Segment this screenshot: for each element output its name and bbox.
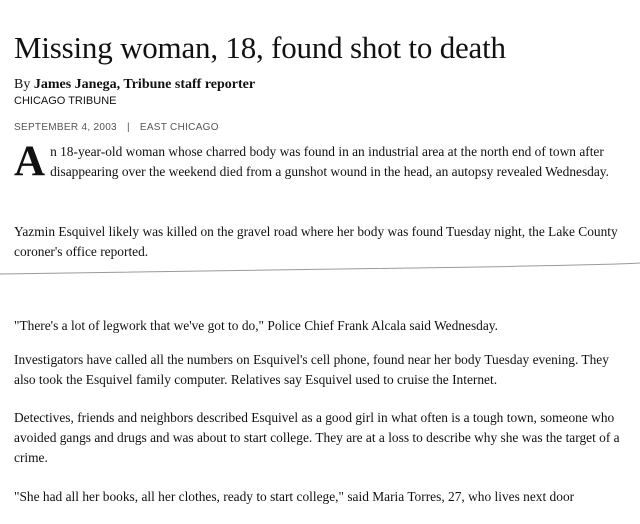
- article-paragraph-4: Investigators have called all the numbers on Esquivel's cell phone, found near her body Tuesday evening. They also took the Esquivel family computer. Relatives say Esquivel used to cruise the Internet.: [14, 352, 609, 387]
- drop-cap: A: [14, 138, 46, 185]
- article-headline: Missing woman, 18, found shot to death: [14, 30, 506, 65]
- article-paragraph-6: "She had all her books, all her clothes, ready to start college," said Maria Torres, 27, who lives next door: [14, 489, 575, 504]
- author-name: James Janega, Tribune staff reporter: [33, 77, 256, 92]
- publication-name: CHICAGO TRIBUNE: [14, 95, 117, 107]
- paragraph-text: n 18-year-old woman whose charred body was found in an industrial area at the north end of town after disappearing over the weekend died from a gunshot wound in the head, an autopsy revealed Wednesday.: [50, 144, 609, 179]
- article-paragraph-3: "There's a lot of legwork that we've got to do," Police Chief Frank Alcala said Wednesday.: [14, 318, 498, 333]
- byline-prefix: By: [14, 77, 31, 92]
- dateline-separator: |: [126, 122, 130, 133]
- publish-date: SEPTEMBER 4, 2003: [14, 122, 117, 133]
- article-paragraph-5: Detectives, friends and neighbors described Esquivel as a good girl in what often is a tough town, someone who avoided gangs and drugs and was about to start college. They are at a loss to describe why she was the target of a crime.: [14, 410, 620, 465]
- page-scan-edge: [0, 254, 640, 284]
- article-paragraph-1: [14, 138, 626, 185]
- dateline: [14, 122, 219, 133]
- dateline-location: EAST CHICAGO: [139, 122, 219, 133]
- page-edge-line: [0, 254, 640, 284]
- byline: [14, 77, 255, 93]
- article-paragraph-2: Yazmin Esquivel likely was killed on the gravel road where her body was found Tuesday night, the Lake County coroner's office reported.: [14, 224, 618, 259]
